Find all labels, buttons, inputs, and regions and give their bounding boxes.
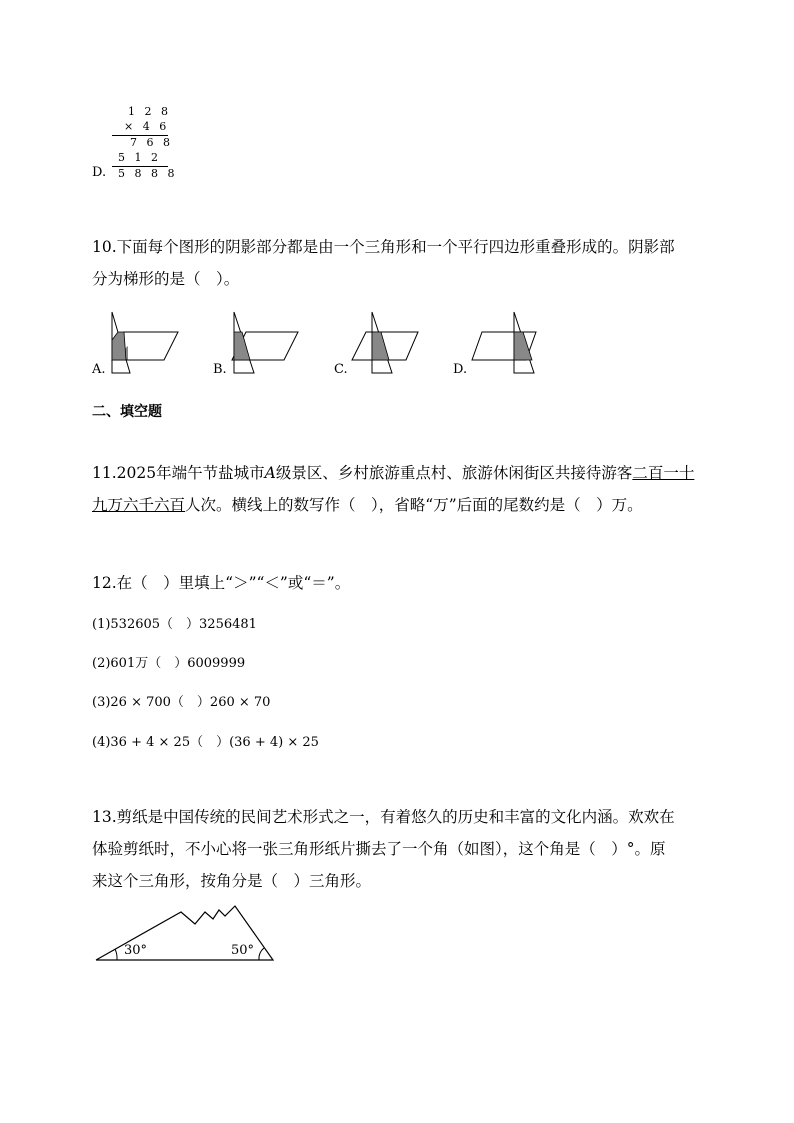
q11-underlined-number-part2: 九万六千六百 (92, 496, 186, 514)
q11-line1-prefix: 11.2025年端午节盐城市 (92, 464, 265, 482)
q12-item-1: (1)532605（ ）3256481 (92, 617, 257, 632)
q11-underlined-number-part1: 二百一十 (632, 464, 695, 482)
q10-option-b[interactable]: B. (213, 362, 227, 377)
partial-product-1: 7 6 8 (130, 136, 173, 149)
q11-line1 (92, 458, 694, 489)
q12-item-4: (4)36 + 4 × 25（ ）(36 + 4) × 25 (92, 735, 319, 750)
q10-option-a[interactable]: A. (92, 362, 106, 377)
product: 5 8 8 8 (118, 167, 178, 180)
q10-figure-d (462, 310, 552, 376)
q13-line1: 13.剪纸是中国传统的民间艺术形式之一，有着悠久的历史和丰富的文化内涵。欢欢在 (92, 808, 675, 826)
q10-option-d[interactable]: D. (453, 362, 468, 377)
q10-figure-c (342, 310, 432, 376)
multiplicand: 1 2 8 (128, 105, 171, 118)
q11-line2 (92, 490, 643, 521)
angle-label-left: 30° (124, 943, 148, 958)
q10-option-c[interactable]: C. (334, 362, 348, 377)
partial-product-2: 5 1 2 (118, 151, 161, 164)
q12-title: 12.在（ ）里填上“＞”“＜”或“＝”。 (92, 574, 351, 592)
angle-label-right: 50° (231, 943, 255, 958)
option-d-label: D. (92, 165, 107, 180)
q13-line2: 体验剪纸时，不小心将一张三角形纸片撕去了一个角（如图），这个角是（ ）°。原 (92, 840, 666, 858)
q11-line1-italic: A (264, 464, 276, 482)
multiplier: × 4 6 (124, 120, 170, 133)
q13-line3: 来这个三角形，按角分是（ ）三角形。 (92, 872, 372, 890)
q10-figure-a (100, 310, 190, 376)
q11-line1-mid: 级景区、乡村旅游重点村、旅游休闲街区共接待游客 (275, 464, 633, 482)
q11-line2-rest: 人次。横线上的数写作（ ），省略“万”后面的尾数约是（ ）万。 (185, 496, 643, 514)
q10-text-line1: 10.下面每个图形的阴影部分都是由一个三角形和一个平行四边形重叠形成的。阴影部 (92, 238, 675, 256)
q10-figure-b (220, 310, 310, 376)
q12-item-3: (3)26 × 700（ ）260 × 70 (92, 695, 271, 710)
section-title: 二、填空题 (92, 404, 162, 420)
q10-text-line2: 分为梯形的是（ ）。 (92, 270, 240, 288)
q12-item-2: (2)601万（ ）6009999 (92, 656, 246, 671)
